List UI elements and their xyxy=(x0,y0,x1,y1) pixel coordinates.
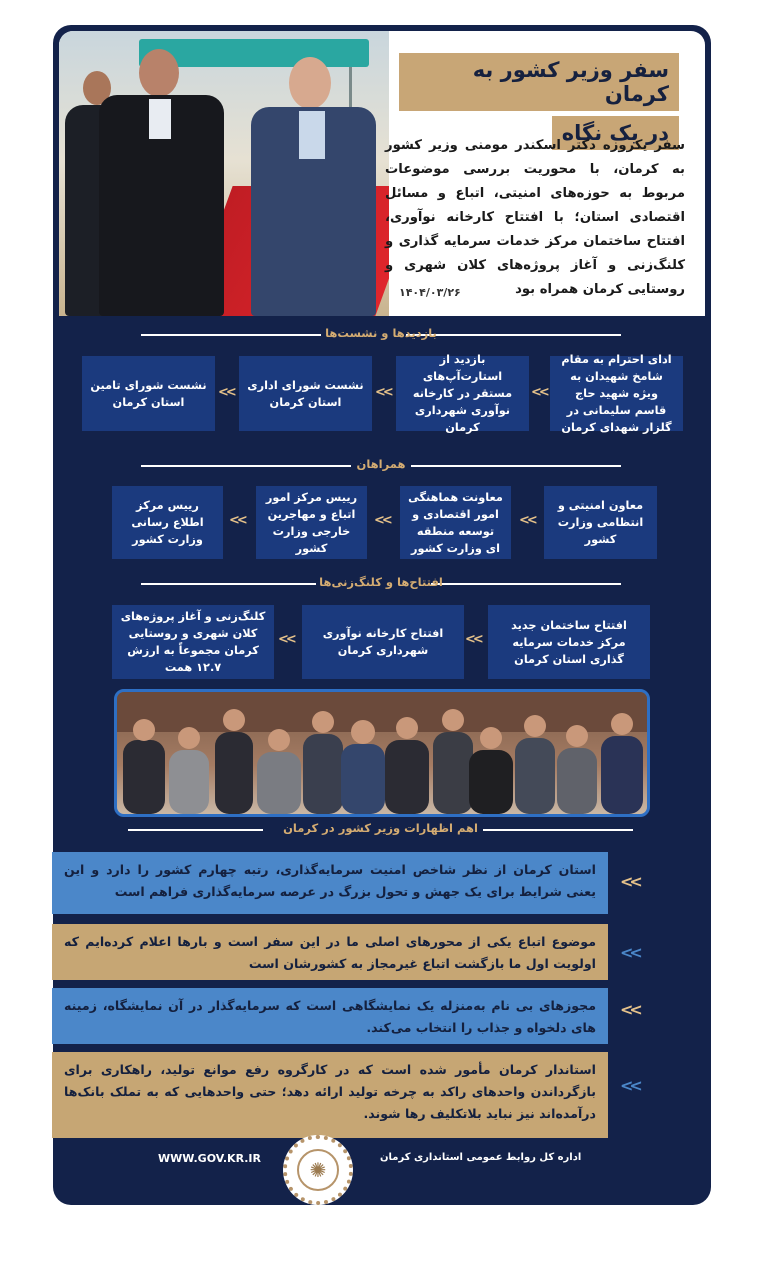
companions-heading: همراهان xyxy=(141,456,621,476)
visit-item: ادای احترام به مقام شامخ شهیدان به ویژه شهید حاج قاسم سلیمانی در گلزار شهدای کرمان xyxy=(550,356,683,431)
main-title: سفر وزیر کشور به کرمان xyxy=(399,53,679,111)
hero-section xyxy=(59,31,705,316)
visit-item: نشست شورای اداری استان کرمان xyxy=(239,356,372,431)
companion-item: معاون امنیتی و انتظامی وزارت کشور xyxy=(544,486,657,559)
visits-heading: بازدیدها و نشست‌ها xyxy=(141,325,621,345)
chevron-left-icon: << xyxy=(519,513,535,528)
minister-arrival-photo xyxy=(59,31,389,316)
companion-item: رییس مرکز امور اتباع و مهاجرین خارجی وزارت کشور xyxy=(256,486,367,559)
statement-item: استاندار کرمان مأمور شده است که در کارگروه رفع موانع تولید، راهکاری برای بازگرداندن واحدهای راکد به چرخه تولید ارائه دهد؛ حتی واحدهایی که به تملک بانک‌ها درآمده‌اند نیز نباید بلاتکلیف رها شوند. xyxy=(52,1052,608,1138)
opening-item: افتتاح ساختمان جدید مرکز خدمات سرمایه گذاری استان کرمان xyxy=(488,605,650,679)
group-figures xyxy=(117,692,647,814)
statement-item: مجوزهای بی نام به‌منزله یک نمایشگاهی است که سرمایه‌گذار در آن نمایشگاه، زمینه های دلخواه و جذاب را انتخاب می‌کند. xyxy=(52,988,608,1044)
chevron-left-icon: << xyxy=(375,385,391,400)
emblem-logo xyxy=(283,1135,353,1205)
chevron-left-icon: << xyxy=(278,632,294,647)
statements-heading: اهم اظهارات وزیر کشور در کرمان xyxy=(128,820,633,840)
chevron-left-icon: << xyxy=(620,1000,639,1019)
sub-title: در یک نگاه xyxy=(552,116,679,150)
chevron-left-icon: << xyxy=(465,632,481,647)
group-photo xyxy=(114,689,650,817)
companion-item: معاونت هماهنگی امور اقتصادی و توسعه منطقه ای وزارت کشور xyxy=(400,486,511,559)
opening-item: افتتاح کارخانه نوآوری شهرداری کرمان xyxy=(302,605,464,679)
visit-item: بازدید از استارت‌آپ‌های مستقر در کارخانه نوآوری شهرداری کرمان xyxy=(396,356,529,431)
opening-item: کلنگ‌زنی و آغاز پروژه‌های کلان شهری و روستایی کرمان مجموعاً به ارزش ۱۲.۷ همت xyxy=(112,605,274,679)
chevron-left-icon: << xyxy=(531,385,547,400)
organization-name: اداره کل روابط عمومی استانداری کرمان xyxy=(380,1152,582,1163)
date-label: ۱۴۰۴/۰۳/۲۶ xyxy=(399,286,461,299)
openings-heading: افتتاح‌ها و کلنگ‌زنی‌ها xyxy=(141,574,621,594)
statement-item: استان کرمان از نظر شاخص امنیت سرمایه‌گذاری، رتبه چهارم کشور را دارد و این یعنی شرایط برای یک جهش و تحول بزرگ در عرصه سرمایه‌گذاری فراهم است xyxy=(52,852,608,914)
chevron-left-icon: << xyxy=(620,1076,639,1095)
seal-icon: ✺ xyxy=(297,1149,339,1191)
chevron-left-icon: << xyxy=(620,943,639,962)
visit-item: نشست شورای تامین استان کرمان xyxy=(82,356,215,431)
intro-text: سفر یکروزه دکتر اسکندر مومنی وزیر کشور به کرمان، با محوریت بررسی موضوعات مربوط به حوزه‌های امنیتی، اتباع و مسائل اقتصادی استان؛ با افتتاح کارخانه نوآوری، افتتاح ساختمان مرکز خدمات سرمایه گذاری و کلنگ‌زنی و آغاز پروژه‌های کلان شهری و روستایی کرمان همراه بود xyxy=(385,138,685,297)
website-link[interactable]: WWW.GOV.KR.IR xyxy=(158,1152,261,1165)
companion-item: رییس مرکز اطلاع رسانی وزارت کشور xyxy=(112,486,223,559)
chevron-left-icon: << xyxy=(229,513,245,528)
statement-item: موضوع اتباع یکی از محورهای اصلی ما در این سفر است و بارها اعلام کرده‌ایم که اولویت اول ما بازگشت اتباع غیرمجاز به کشورشان است xyxy=(52,924,608,980)
chevron-left-icon: << xyxy=(218,385,234,400)
chevron-left-icon: << xyxy=(620,872,639,891)
chevron-left-icon: << xyxy=(374,513,390,528)
